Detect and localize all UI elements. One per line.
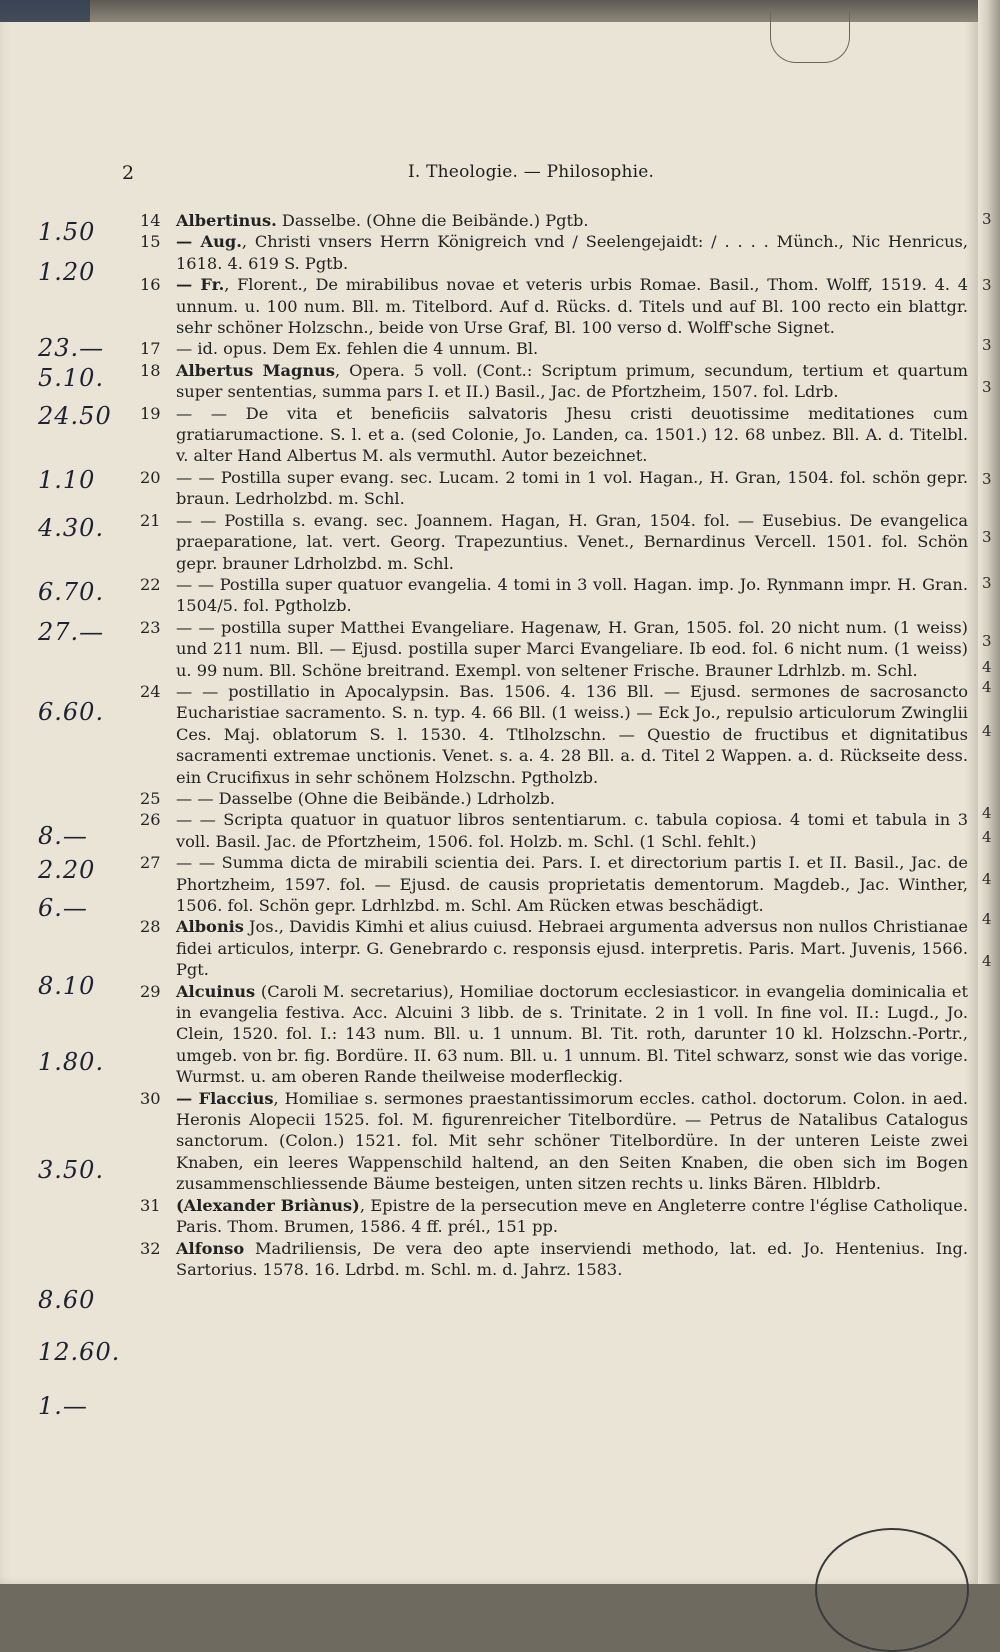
- entry-number: 26: [140, 810, 161, 830]
- next-page-fragment: 3: [982, 470, 992, 488]
- entry-text: — — postillatio in Apocalypsin. Bas. 1506. 4. 136 Bll. — Ejusd. sermones de sacrosancto Eucharistiae sacramento. S. n. typ. 4. 66 Bll. (1 weiss.) — Eck Jo., repulsio articulorum Zwinglii Ces. Maj. oblatorum S. l. 1530. 4. Ttlholzschn. — Questio de fructibus et dignitatibus sacramenti extremae unctionis. Venet. s. a. 4. 28 Bll. a. d. Titel 2 Wappen. a. d. Rückseite dess. ein Crucifixus in sehr schönem Holzschn. Pgtholzb.: [176, 681, 968, 787]
- handwritten-price: 8.60: [38, 1286, 96, 1314]
- entry-text: Jos., Davidis Kimhi et alius cuiusd. Hebraei argumenta adversus non nullos Christianae fidei articulos, interpr. G. Genebrardo c. responsis ejusd. interpretis. Paris. Mart. Juvenis, 1566. Pgt.: [176, 917, 968, 980]
- entry-text: , Florent., De mirabilibus novae et veteris urbis Romae. Basil., Thom. Wolff, 1519. 4. 4 unnum. u. 100 num. Bll. m. Titelbord. Auf d. Rücks. d. Titels und auf Bl. 100 recto ein blattgr. sehr schöner Holzschn., beide von Urse Graf, Bl. 100 verso d. Wolff'sche Signet.: [176, 275, 968, 338]
- catalog-entry: [140, 210, 968, 231]
- entry-text: Dasselbe. (Ohne die Beibände.) Pgtb.: [276, 211, 589, 230]
- entry-text: — — Postilla s. evang. sec. Joannem. Hagan, H. Gran, 1504. fol. — Eusebius. De evangelica praeparatione, lat. vert. Georg. Trapezuntius. Venet., Bernardinus Vercell. 1501. fol. Schön gepr. brauner Ldrholzbd. m. Schl.: [176, 510, 968, 573]
- entry-author: — Fr.: [176, 275, 225, 295]
- catalog-entry: [140, 809, 968, 852]
- handwritten-price: 1.80.: [38, 1048, 105, 1076]
- handwritten-price: 2.20: [38, 856, 96, 884]
- catalog-entry: [140, 1238, 968, 1281]
- entry-text: (Caroli M. secretarius), Homiliae doctorum ecclesiasticor. in evangelia dominicalia et in evangelia festiva. Acc. Alcuini 3 libb. de s. Trinitate. 2 in 1 voll. In fine vol. II.: Lugd., Jo. Clein, 1520. fol. I.: 143 num. Bll. u. 1 unnum. Bl. Tit. roth, darunter 10 kl. Holzschn.-Portr., umgeb. von br. fig. Bordüre. II. 63 num. Bll. u. 1 unnum. Bl. Titel schwarz, sonst wie das vorige. Wurmst. u. am oberen Rande theilweise moderfleckig.: [176, 981, 968, 1087]
- catalog-entry: [140, 617, 968, 681]
- next-page-fragment: 3: [982, 336, 992, 354]
- page-number: 2: [122, 162, 135, 184]
- catalog-entry: [140, 360, 968, 403]
- entry-text: — — Scripta quatuor in quatuor libros sententiarum. c. tabula copiosa. 4 tomi et tabula in 3 voll. Basil. Jac. de Pfortzheim, 1506. fol. Holzb. m. Schl. (1 Schl. fehlt.): [176, 810, 968, 851]
- entry-author: — Aug.: [176, 232, 242, 252]
- next-page-fragment: 3: [982, 378, 992, 396]
- next-page-fragment: 3: [982, 574, 992, 592]
- scan-top-strip: [0, 0, 1000, 22]
- handwritten-price: 6.—: [38, 894, 88, 922]
- entry-author: (Alexander Briànus): [176, 1195, 360, 1215]
- handwritten-price: 8.10: [38, 972, 96, 1000]
- entry-number: 32: [140, 1238, 161, 1258]
- catalog-entry: [140, 510, 968, 574]
- catalog-entry: [140, 916, 968, 980]
- next-page-fragment: 3: [982, 632, 992, 650]
- next-page-edge: [978, 0, 1000, 1584]
- catalog-entry: [140, 681, 968, 788]
- handwritten-price: 1.10: [38, 466, 96, 494]
- catalog-entry: [140, 274, 968, 338]
- entry-number: 31: [140, 1195, 161, 1215]
- catalog-entry: [140, 338, 968, 359]
- entry-author: Albertinus.: [176, 211, 277, 230]
- entry-author: Alfonso: [176, 1238, 245, 1258]
- handwritten-price: 6.60.: [38, 698, 105, 726]
- entry-text: Madriliensis, De vera deo apte inserviendi methodo, lat. ed. Jo. Hentenius. Ing. Sartorius. 1578. 16. Ldrbd. m. Schl. m. d. Jahrz. 1583.: [176, 1238, 968, 1279]
- handwritten-price: 4.30.: [38, 514, 105, 542]
- entry-author: — Flaccius: [176, 1088, 274, 1108]
- entry-text: — — De vita et beneficiis salvatoris Jhesu cristi deuotissime meditationes cum gratiarumactione. S. l. et a. (sed Colonie, Jo. Landen, ca. 1501.) 12. 68 unbez. Bll. A. d. Titelbl. v. alter Hand Albertus M. als vermuthl. Autor bezeichnet.: [176, 403, 968, 466]
- entry-number: 14: [140, 211, 161, 230]
- next-page-fragment: 4: [982, 828, 992, 846]
- entry-number: 25: [140, 788, 161, 808]
- entry-text: — — Dasselbe (Ohne die Beibände.) Ldrholzb.: [176, 788, 556, 808]
- catalog-entry: [140, 231, 968, 274]
- handwritten-price: 12.60.: [38, 1338, 121, 1366]
- ink-stamp: [0, 0, 90, 22]
- next-page-fragment: 4: [982, 870, 992, 888]
- handwritten-price: 1.—: [38, 1392, 88, 1420]
- entry-number: 30: [140, 1088, 161, 1108]
- catalog-entry: [140, 1088, 968, 1195]
- entry-number: 19: [140, 403, 161, 423]
- entry-author: Alcuinus: [176, 981, 256, 1001]
- entry-text: , Homiliae s. sermones praestantissimorum eccles. cathol. doctorum. Colon. in aed. Heronis Alopecii 1525. fol. M. figurenreicher Titelbordüre. — Petrus de Natalibus Catalogus sanctorum. (Colon.) 1521. fol. Mit sehr schöner Titelbordüre. In der unteren Leiste zwei Knaben, ein leeres Wappenschild haltend, an den Seiten Knaben, die oben sich im Bogen zusammenschliessende Bäume besteigen, unten sitzen rechts u. links Bären. Hlbldrb.: [176, 1088, 968, 1194]
- entry-number: 15: [140, 232, 161, 252]
- entry-author: Albertus Magnus: [176, 360, 336, 380]
- entry-number: 27: [140, 853, 161, 873]
- catalog-entry: [140, 981, 968, 1088]
- entry-number: 23: [140, 617, 161, 637]
- pencil-tab-mark: [770, 12, 850, 63]
- next-page-fragment: 3: [982, 528, 992, 546]
- pencil-arc-mark: [815, 1528, 969, 1652]
- catalog-entry: [140, 852, 968, 916]
- entry-text: — id. opus. Dem Ex. fehlen die 4 unnum. Bl.: [176, 339, 539, 359]
- entry-text: — — postilla super Matthei Evangeliare. Hagenaw, H. Gran, 1505. fol. 20 nicht num. (1 weiss) und 211 num. Bll. — Ejusd. postilla super Marci Evangeliare. Ib eod. fol. 6 nicht num. (1 weiss) u. 99 num. Bll. Schöne breitrand. Exempl. von seltener Frische. Brauner Ldrhlzb. m. Schl.: [176, 617, 968, 680]
- entry-number: 21: [140, 510, 161, 530]
- handwritten-price: 1.50: [38, 218, 96, 246]
- next-page-fragment: 3: [982, 276, 992, 294]
- entry-text: — — Postilla super evang. sec. Lucam. 2 tomi in 1 vol. Hagan., H. Gran, 1504. fol. schön gepr. braun. Ledrholzbd. m. Schl.: [176, 467, 968, 509]
- catalog-entry: [140, 574, 968, 617]
- entry-number: 29: [140, 981, 161, 1001]
- handwritten-price: 8.—: [38, 822, 88, 850]
- entry-text: — — Summa dicta de mirabili scientia dei. Pars. I. et directorium partis I. et II. Basil., Jac. de Phortzheim, 1597. fol. — Ejusd. de causis proprietatis dementorum. Magdeb., Jac. Winther, 1506. fol. Schön gepr. Ldrhlzbd. m. Schl. Am Rücken etwas beschädigt.: [176, 853, 968, 915]
- entry-number: 22: [140, 574, 161, 594]
- entry-number: 17: [140, 339, 161, 359]
- handwritten-price: 1.20: [38, 258, 96, 286]
- next-page-fragment: 4: [982, 804, 992, 822]
- catalog-entry: [140, 403, 968, 467]
- entry-number: 18: [140, 360, 161, 380]
- entry-text: , Epistre de la persecution meve en Angleterre contre l'église Catholique. Paris. Thom. Brumen, 1586. 4 ff. prél., 151 pp.: [176, 1195, 968, 1237]
- handwritten-price: 5.10.: [38, 364, 105, 392]
- entry-number: 28: [140, 917, 161, 937]
- entry-text: — — Postilla super quatuor evangelia. 4 tomi in 3 voll. Hagan. imp. Jo. Rynmann impr. H. Gran. 1504/5. fol. Pgtholzb.: [176, 574, 968, 616]
- handwritten-price: 23.—: [38, 334, 105, 362]
- entry-text: , Christi vnsers Herrn Königreich vnd / Seelengejaidt: / . . . . Münch., Nic Henricus, 1618. 4. 619 S. Pgtb.: [176, 232, 969, 273]
- entry-number: 20: [140, 467, 161, 487]
- next-page-fragment: 4: [982, 678, 992, 696]
- catalog-entry: [140, 1195, 968, 1238]
- entry-author: Albonis: [176, 917, 244, 937]
- catalog-entry: [140, 467, 968, 510]
- entry-text: , Opera. 5 voll. (Cont.: Scriptum primum, secundum, tertium et quartum super sententias, summa pars I. et II.) Basil., Jac. de Pfortzheim, 1507. fol. Ldrb.: [176, 360, 968, 402]
- handwritten-price: 6.70.: [38, 578, 105, 606]
- next-page-fragment: 4: [982, 722, 992, 740]
- entry-number: 24: [140, 681, 161, 701]
- entry-number: 16: [140, 275, 161, 295]
- handwritten-price: 3.50.: [38, 1156, 105, 1184]
- next-page-fragment: 3: [982, 210, 992, 228]
- next-page-fragment: 4: [982, 658, 992, 676]
- next-page-fragment: 4: [982, 910, 992, 928]
- catalog-entry: [140, 788, 968, 809]
- handwritten-price: 24.50: [38, 402, 112, 430]
- handwritten-price: 27.—: [38, 618, 105, 646]
- next-page-fragment: 4: [982, 952, 992, 970]
- catalog-entries: [140, 210, 968, 1280]
- running-head: I. Theologie. — Philosophie.: [408, 162, 655, 182]
